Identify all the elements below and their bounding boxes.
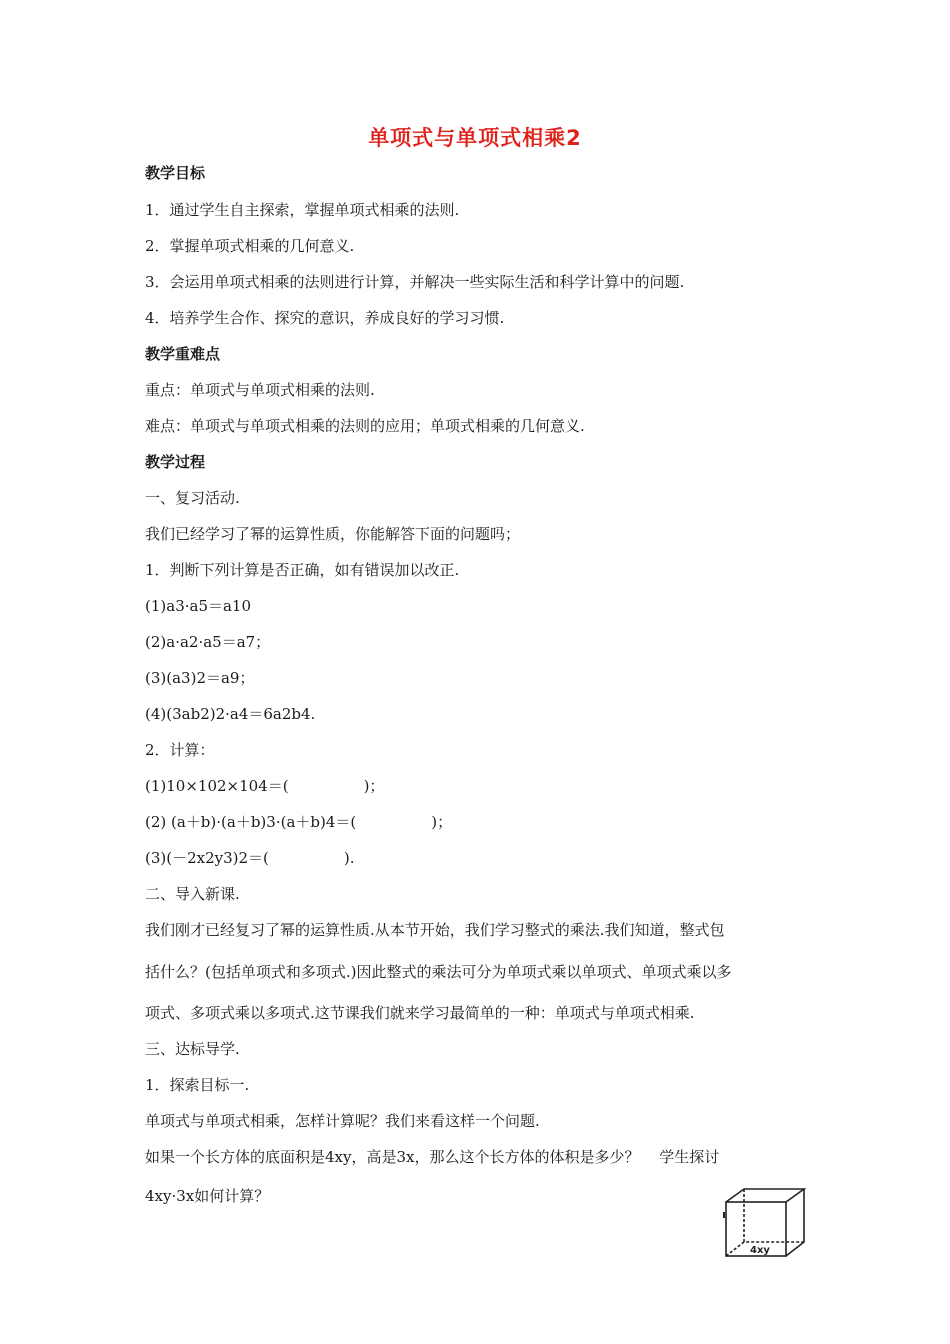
- page-title: 单项式与单项式相乘2: [368, 126, 582, 150]
- text-line: (1)10×102×104＝( )；: [145, 777, 385, 795]
- text-line: 我们已经学习了幂的运算性质，你能解答下面的问题吗；: [145, 525, 521, 543]
- section-heading: 教学目标: [145, 164, 206, 182]
- text-line: 如果一个长方体的底面积是4xy，高是3x，那么这个长方体的体积是多少？ 学生探讨: [145, 1148, 720, 1166]
- text-line: 我们刚才已经复习了幂的运算性质.从本节开始，我们学习整式的乘法.我们知道，整式包: [145, 921, 725, 939]
- text-line: (2)a·a2·a5＝a7；: [145, 633, 271, 651]
- text-line: 单项式与单项式相乘，怎样计算呢？我们来看这样一个问题.: [145, 1112, 540, 1130]
- text-line: 4xy·3x如何计算？: [145, 1187, 270, 1205]
- text-line: 重点：单项式与单项式相乘的法则.: [145, 381, 375, 399]
- cuboid-side-face: [786, 1189, 804, 1256]
- text-line: 项式、多项式乘以多项式.这节课我们就来学习最简单的一种：单项式与单项式相乘.: [145, 1004, 695, 1022]
- text-line: 括什么？(包括单项式和多项式.)因此整式的乘法可分为单项式乘以单项式、单项式乘以多: [145, 963, 732, 981]
- section-heading: 教学过程: [145, 453, 206, 471]
- text-line: 3．会运用单项式相乘的法则进行计算，并解决一些实际生活和科学计算中的问题.: [145, 273, 685, 291]
- text-line: (1)a3·a5＝a10: [145, 597, 252, 615]
- text-line: 1．通过学生自主探索，掌握单项式相乘的法则.: [145, 201, 460, 219]
- text-line: 1．判断下列计算是否正确，如有错误加以改正.: [145, 561, 460, 579]
- text-line: (3)(a3)2＝a9；: [145, 669, 255, 687]
- text-line: (2) (a＋b)·(a＋b)3·(a＋b)4＝( )；: [145, 813, 453, 831]
- text-line: 难点：单项式与单项式相乘的法则的应用；单项式相乘的几何意义.: [145, 417, 585, 435]
- text-line: 1．探索目标一.: [145, 1076, 250, 1094]
- text-line: 2．计算：: [145, 741, 215, 759]
- cuboid-base-label: 4xy: [750, 1245, 770, 1256]
- text-line: (4)(3ab2)2·a4＝6a2b4.: [145, 705, 316, 723]
- section-heading: 教学重难点: [145, 345, 221, 363]
- text-line: 二、导入新课.: [145, 885, 240, 903]
- cuboid-top-face: [726, 1189, 804, 1202]
- cuboid-figure: [720, 1186, 810, 1260]
- text-line: 一、复习活动.: [145, 489, 240, 507]
- text-line: 2．掌握单项式相乘的几何意义.: [145, 237, 355, 255]
- text-line: (3)(－2x2y3)2＝( ).: [145, 849, 355, 867]
- text-line: 三、达标导学.: [145, 1040, 240, 1058]
- text-line: 4．培养学生合作、探究的意识，养成良好的学习习惯.: [145, 309, 505, 327]
